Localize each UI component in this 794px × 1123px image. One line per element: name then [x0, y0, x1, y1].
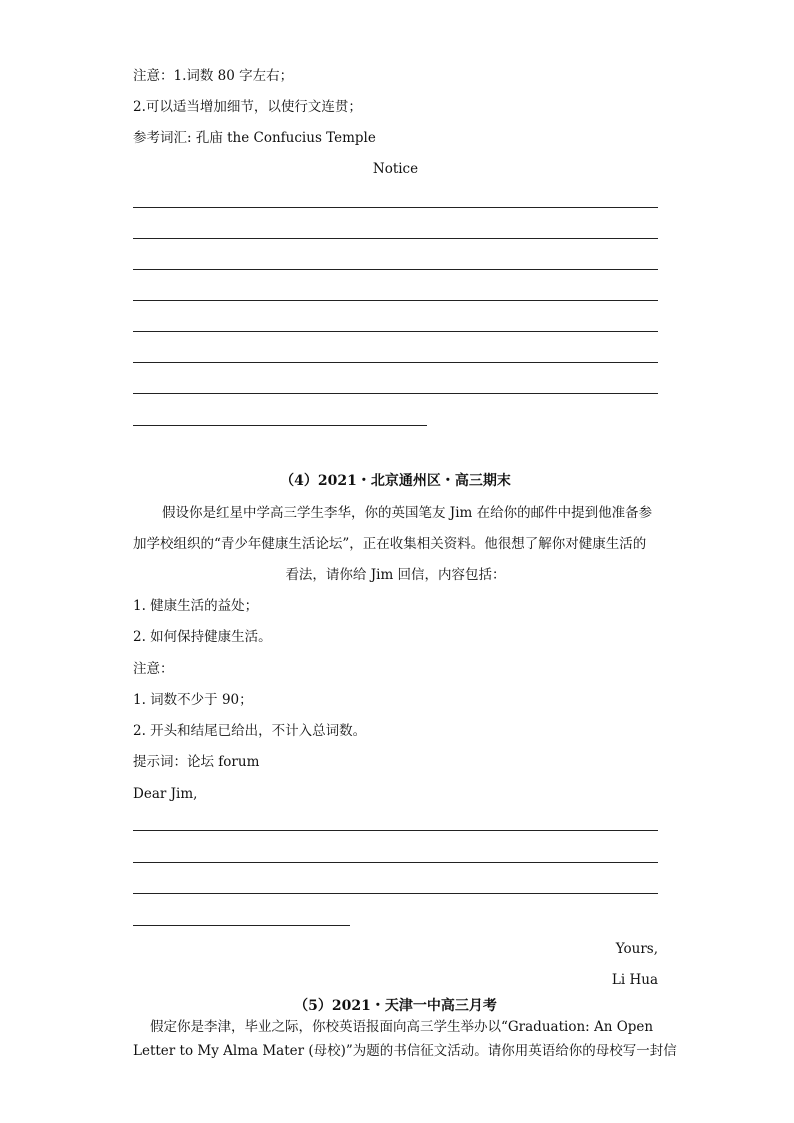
writing-line: [133, 862, 658, 863]
writing-line: [133, 331, 658, 332]
hint-words: 提示词：论坛 forum: [133, 754, 260, 770]
note-word-count: 注意：1.词数 80 字左右；: [133, 68, 294, 84]
writing-line-short: [133, 425, 427, 426]
writing-line: [133, 393, 658, 394]
section-4-paragraph-line-1: 假设你是红星中学高三学生李华，你的英国笔友 Jim 在给你的邮件中提到他准备参: [162, 505, 653, 521]
content-point-1: 1. 健康生活的益处；: [133, 598, 259, 614]
notice-title: Notice: [372, 161, 419, 177]
writing-line: [133, 830, 658, 831]
content-point-2: 2. 如何保持健康生活。: [133, 629, 272, 645]
section-5-heading: （5）2021・天津一中高三月考: [294, 998, 497, 1014]
writing-line: [133, 300, 658, 301]
note-label: 注意：: [133, 661, 174, 677]
letter-signature: Li Hua: [611, 972, 658, 988]
section-4-paragraph-line-3: 看法，请你给 Jim 回信，内容包括：: [285, 567, 506, 583]
section-4-paragraph-line-2: 加学校组织的“青少年健康生活论坛”，正在收集相关资料。他很想了解你对健康生活的: [133, 536, 647, 552]
note-details: 2.可以适当增加细节，以使行文连贯；: [133, 99, 362, 115]
section-5-paragraph-line-1: 假定你是李津，毕业之际，你校英语报面向高三学生举办以“Graduation: An Open: [150, 1019, 654, 1035]
letter-greeting: Dear Jim,: [133, 786, 198, 802]
writing-line: [133, 238, 658, 239]
writing-line: [133, 207, 658, 208]
writing-line-short: [133, 925, 350, 926]
reference-vocabulary: 参考词汇: 孔庙 the Confucius Temple: [133, 130, 376, 146]
note-item-1: 1. 词数不少于 90；: [133, 692, 253, 708]
section-5-paragraph-line-2: Letter to My Alma Mater (母校)”为题的书信征文活动。请你用英语给你的母校写一封信: [133, 1043, 677, 1059]
writing-line: [133, 269, 658, 270]
section-4-heading: （4）2021・北京通州区・高三期末: [280, 473, 511, 489]
letter-closing: Yours,: [615, 941, 658, 957]
note-item-2: 2. 开头和结尾已给出，不计入总词数。: [133, 723, 367, 739]
writing-line: [133, 893, 658, 894]
writing-line: [133, 362, 658, 363]
